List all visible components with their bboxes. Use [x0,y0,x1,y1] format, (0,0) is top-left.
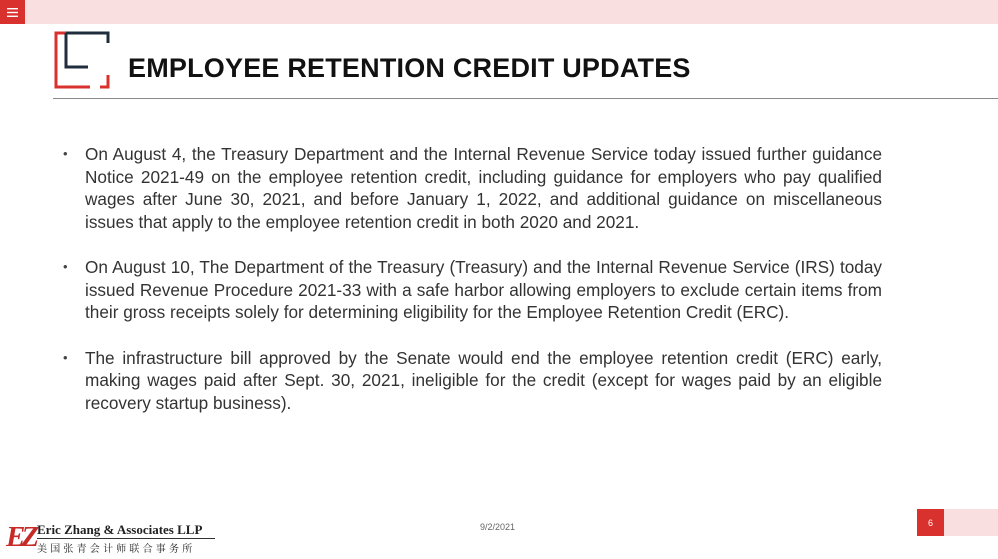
slide-date: 9/2/2021 [480,522,516,532]
page-number-strip [944,509,998,536]
menu-button[interactable] [0,0,25,24]
bullet-text: On August 10, The Department of the Treasury (Treasury) and the Internal Revenue Service (IRS) today issued Revenue Procedure 2021-33 with a safe harbor allowing employers to exclude certain items from their gross receipts solely for determining eligibility for the Employee Retention Credit (ERC). [85,257,882,322]
firm-name-divider [37,538,215,539]
bullet-list [60,143,882,437]
slide-title: EMPLOYEE RETENTION CREDIT UPDATES [128,53,691,83]
bullet-marker: • [63,259,68,274]
bullet-item [60,347,882,415]
ez-logo-mark: EZ [6,521,36,553]
bullet-item [60,143,882,233]
firm-name: Eric Zhang & Associates LLP [37,522,203,537]
bullet-text: The infrastructure bill approved by the Senate would end the employee retention credit (ERC) early, making wages paid after Sept. 30, 2021, ineligible for the credit (except for wages paid by an eligible recovery startup business). [85,347,882,413]
bullet-text: On August 4, the Treasury Department and the Internal Revenue Service today issued further guidance Notice 2021-49 on the employee retention credit, including guidance for employers who pay qualified wages after June 30, 2021, and before January 1, 2022, and additional guidance on miscellaneous issues that apply to the employee retention credit in both 2020 and 2021. [85,144,882,232]
bullet-item [60,256,882,324]
bracket-logo-icon [52,29,110,89]
title-divider [53,98,998,99]
bullet-marker: • [63,349,68,365]
hamburger-menu-icon [7,8,18,17]
firm-logo [6,519,216,555]
page-number: 6 [917,509,944,536]
bullet-marker: • [63,146,68,161]
top-bar [0,0,998,24]
firm-name-chinese: 美国张青会计师联合事务所 [37,544,196,555]
